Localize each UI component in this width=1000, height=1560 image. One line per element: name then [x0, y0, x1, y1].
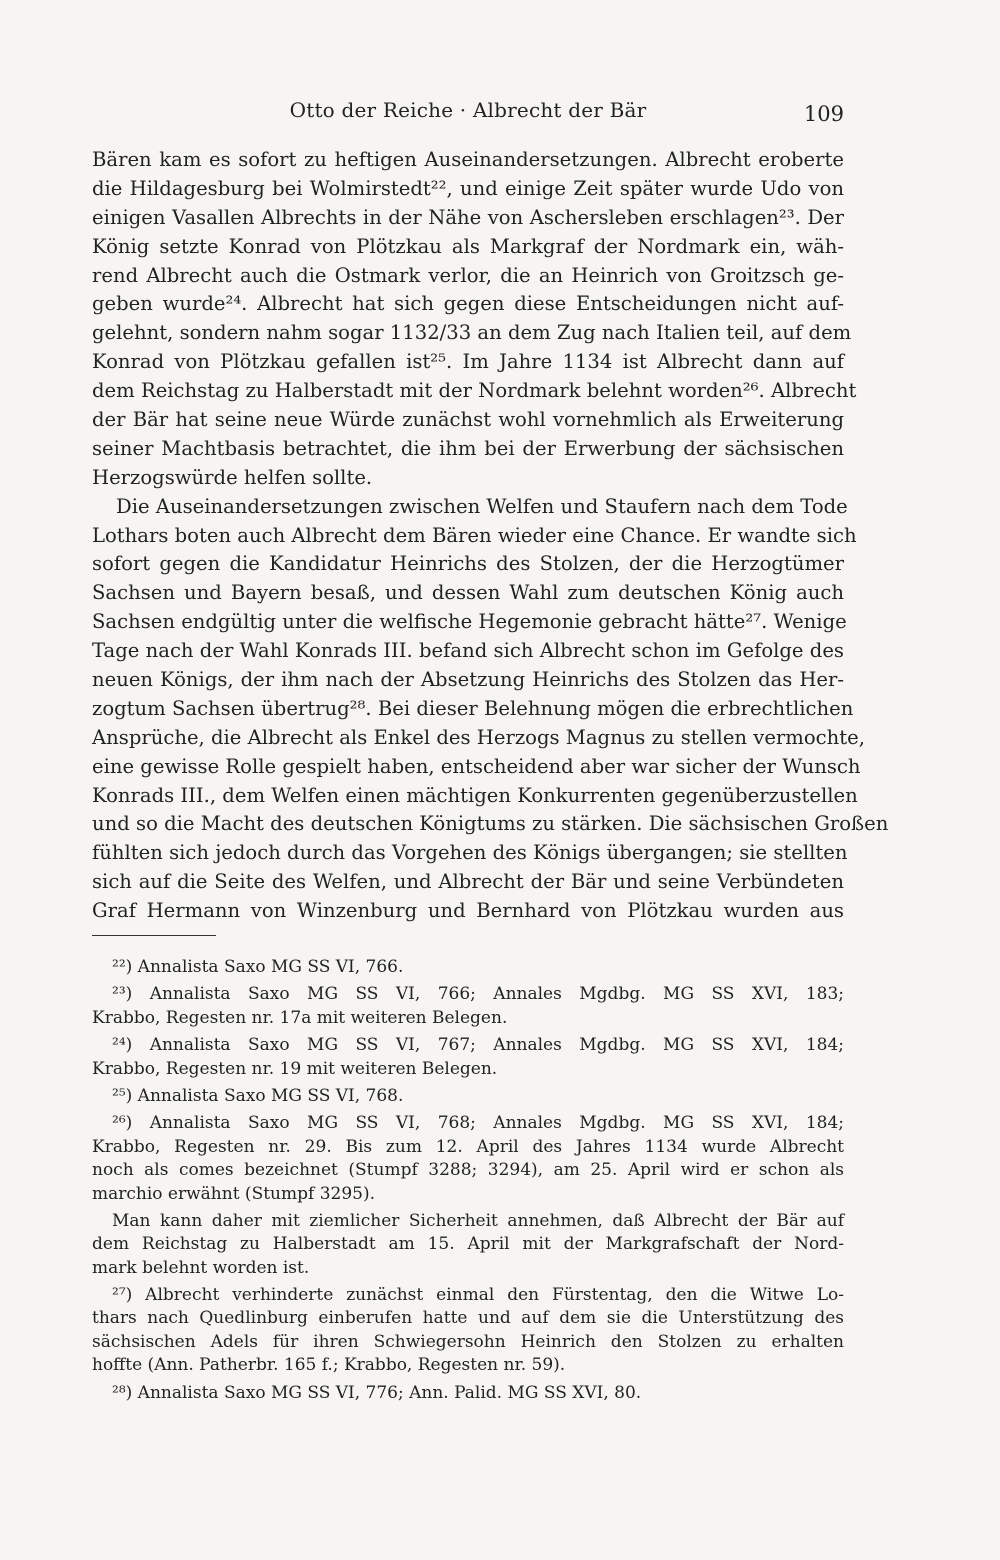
- body-line: eine gewisse Rolle gespielt haben, entscheidend aber war sicher der Wunsch: [92, 754, 861, 778]
- body-line: Konrad von Plötzkau gefallen ist²⁵. Im Jahre 1134 ist Albrecht dann auf: [92, 350, 844, 374]
- body-line: der Bär hat seine neue Würde zunächst wohl vornehmlich als Erweiterung: [92, 408, 844, 432]
- body-line: Tage nach der Wahl Konrads III. befand sich Albrecht schon im Gefolge des: [92, 639, 844, 663]
- footnote-line: mark belehnt worden ist.: [92, 1257, 310, 1278]
- body-text: [92, 146, 889, 926]
- footnotes: [92, 956, 844, 1405]
- footnote-line: hoffte (Ann. Patherbr. 165 f.; Krabbo, Regesten nr. 59).: [92, 1355, 566, 1376]
- body-line: König setzte Konrad von Plötzkau als Markgraf der Nordmark ein, wäh-: [92, 234, 844, 258]
- body-line: dem Reichstag zu Halberstadt mit der Nordmark belehnt worden²⁶. Albrecht: [92, 379, 857, 403]
- body-line: zogtum Sachsen übertrug²⁸. Bei dieser Belehnung mögen die erbrechtlichen: [92, 696, 854, 720]
- footnote-separator: [92, 935, 216, 936]
- body-line: Ansprüche, die Albrecht als Enkel des Herzogs Magnus zu stellen vermochte,: [92, 725, 865, 749]
- page-number: 109: [803, 102, 844, 126]
- footnote-line: Krabbo, Regesten nr. 19 mit weiteren Belegen.: [92, 1058, 498, 1079]
- footnote-line: ²³) Annalista Saxo MG SS VI, 766; Annales Mgdbg. MG SS XVI, 183;: [112, 984, 844, 1005]
- body-line: Lothars boten auch Albrecht dem Bären wieder eine Chance. Er wandte sich: [92, 523, 857, 547]
- footnote-line: Krabbo, Regesten nr. 17a mit weiteren Belegen.: [92, 1007, 508, 1028]
- footnote-line: Krabbo, Regesten nr. 29. Bis zum 12. April des Jahres 1134 wurde Albrecht: [92, 1136, 844, 1157]
- footnote-line: noch als comes bezeichnet (Stumpf 3288; 3294), am 25. April wird er schon als: [92, 1160, 844, 1181]
- body-line: neuen Königs, der ihm nach der Absetzung Heinrichs des Stolzen das Her-: [92, 668, 844, 692]
- running-head: Otto der Reiche · Albrecht der Bär: [289, 98, 647, 122]
- body-line: sofort gegen die Kandidatur Heinrichs des Stolzen, der die Herzogtümer: [92, 552, 844, 576]
- body-line: Bären kam es sofort zu heftigen Auseinandersetzungen. Albrecht eroberte: [92, 148, 844, 171]
- footnote-line: Man kann daher mit ziemlicher Sicherheit annehmen, daß Albrecht der Bär auf: [112, 1210, 844, 1231]
- footnote-line: thars nach Quedlinburg einberufen hatte und auf dem sie die Unterstützung des: [92, 1308, 844, 1329]
- footnote-line: dem Reichstag zu Halberstadt am 15. April mit der Markgrafschaft der Nord-: [92, 1234, 844, 1255]
- footnote-line: ²⁵) Annalista Saxo MG SS VI, 768.: [112, 1085, 404, 1106]
- body-line: sich auf die Seite des Welfen, und Albrecht der Bär und seine Verbündeten: [92, 870, 844, 894]
- footnote-line: ²⁷) Albrecht verhinderte zunächst einmal den Fürstentag, den die Witwe Lo-: [112, 1285, 844, 1306]
- body-line: Sachsen endgültig unter die welfische Hegemonie gebracht hätte²⁷. Wenige: [92, 610, 847, 634]
- page-header: [92, 98, 844, 128]
- footnote-line: ²⁶) Annalista Saxo MG SS VI, 768; Annales Mgdbg. MG SS XVI, 184;: [112, 1113, 844, 1134]
- body-line: Die Auseinandersetzungen zwischen Welfen und Staufern nach dem Tode: [116, 494, 848, 518]
- body-line: und so die Macht des deutschen Königtums zu stärken. Die sächsischen Großen: [92, 812, 889, 836]
- footnote-line: ²²) Annalista Saxo MG SS VI, 766.: [112, 957, 404, 977]
- body-line: einigen Vasallen Albrechts in der Nähe von Aschersleben erschlagen²³. Der: [92, 205, 844, 229]
- body-line: gelehnt, sondern nahm sogar 1132/33 an dem Zug nach Italien teil, auf dem: [92, 321, 852, 345]
- footnote-line: ²⁸) Annalista Saxo MG SS VI, 776; Ann. Palid. MG SS XVI, 80.: [112, 1382, 642, 1403]
- body-line: rend Albrecht auch die Ostmark verlor, die an Heinrich von Groitzsch ge-: [92, 263, 844, 287]
- body-line: Konrads III., dem Welfen einen mächtigen Konkurrenten gegenüberzustellen: [92, 783, 858, 807]
- footnote-line: sächsischen Adels für ihren Schwiegersohn Heinrich den Stolzen zu erhalten: [92, 1331, 844, 1352]
- body-line: seiner Machtbasis betrachtet, die ihm bei der Erwerbung der sächsischen: [92, 436, 844, 460]
- body-line: Graf Hermann von Winzenburg und Bernhard von Plötzkau wurden aus: [92, 899, 844, 923]
- body-line: Herzogswürde helfen sollte.: [92, 465, 373, 489]
- body-line: geben wurde²⁴. Albrecht hat sich gegen diese Entscheidungen nicht auf-: [92, 292, 844, 316]
- body-line: Sachsen und Bayern besaß, und dessen Wahl zum deutschen König auch: [92, 581, 844, 605]
- body-line: fühlten sich jedoch durch das Vorgehen des Königs übergangen; sie stellten: [92, 841, 848, 865]
- body-line: die Hildagesburg bei Wolmirstedt²², und einige Zeit später wurde Udo von: [92, 176, 844, 200]
- footnote-line: marchio erwähnt (Stumpf 3295).: [92, 1183, 375, 1204]
- footnote-line: ²⁴) Annalista Saxo MG SS VI, 767; Annales Mgdbg. MG SS XVI, 184;: [112, 1035, 844, 1056]
